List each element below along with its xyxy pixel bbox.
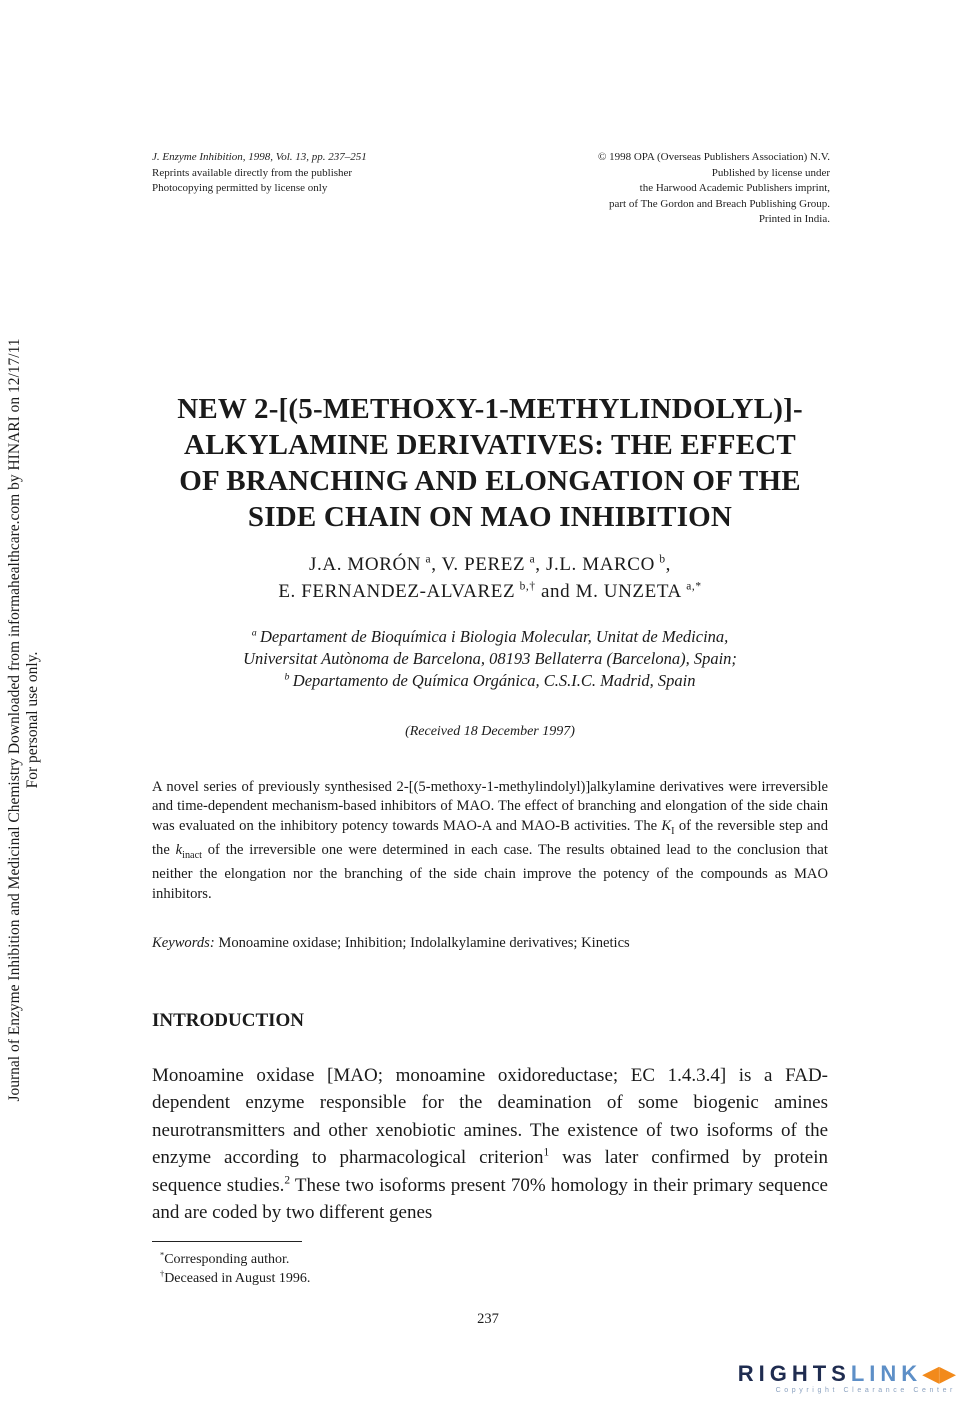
affil-mark: a — [251, 627, 257, 639]
author-affil-mark: a,* — [686, 580, 702, 593]
footnotes — [152, 1251, 310, 1288]
affil-mark: b — [284, 671, 290, 683]
abstract-text: of the reversible step and the — [152, 817, 828, 859]
author-conjunction: and — [540, 581, 571, 602]
title-line: ALKYLAMINE DERIVATIVES: THE EFFECT — [184, 429, 796, 461]
kinact-subscript: inact — [182, 850, 202, 862]
photocopying-line: Photocopying permitted by license only — [152, 182, 328, 194]
received-date: (Received 18 December 1997) — [405, 724, 575, 739]
journal-citation — [152, 150, 367, 197]
rightslink-tagline: Copyright Clearance Center — [775, 1387, 956, 1394]
section-heading: INTRODUCTION — [152, 1010, 305, 1031]
rightslink-word-light: LINK — [850, 1361, 923, 1386]
citation-line: J. Enzyme Inhibition, 1998, Vol. 13, pp. 237–251 — [152, 151, 367, 163]
title-line: OF BRANCHING AND ELONGATION OF THE — [179, 465, 801, 497]
intro-text: These two isoforms present 70% homology in their primary sequence and are coded by two different genes — [152, 1174, 828, 1224]
keywords-label: Keywords: — [152, 935, 215, 951]
intro-text: Monoamine oxidase [MAO; monoamine oxidoreductase; EC 1.4.3.4] is a FAD-dependent enzyme responsible for the deamination of some biogenic amines neurotransmitters and other xenobiotic amines. The existence of two isoforms of the enzyme according to pharmacological criterion — [152, 1065, 828, 1169]
rightslink-word-dark: RIGHTS — [737, 1361, 851, 1386]
kinact-symbol: k — [175, 842, 183, 859]
author-name: J.A. MORÓN — [309, 554, 422, 575]
affiliation-text: Departamento de Química Orgánica, C.S.I.C. Madrid, Spain — [292, 671, 696, 690]
author-name: E. FERNANDEZ-ALVAREZ — [278, 581, 516, 602]
watermark-line-2: For personal use only. — [24, 651, 41, 789]
abstract — [152, 778, 828, 904]
reprints-line: Reprints available directly from the publisher — [152, 166, 353, 179]
reference-mark: 2 — [284, 1174, 291, 1187]
keywords — [152, 933, 828, 953]
affiliations — [100, 626, 880, 692]
ki-subscript: I — [671, 825, 675, 837]
intro-text: was later confirmed by protein sequence studies. — [152, 1147, 829, 1196]
author-name: V. PEREZ — [441, 554, 526, 575]
reference-mark: 1 — [543, 1146, 550, 1159]
footnote-mark: † — [160, 1268, 165, 1278]
abstract-text: A novel series of previously synthesised 2-[(5-methoxy-1-methylindolyl)]alkylamine derivatives were irreversible and time-dependent mechanism-based inhibitors of MAO. The effect of branching and elongation of the side chain was evaluated on the inhibitory potency towards MAO-A and MAO-B activities. The — [152, 779, 828, 834]
license-line: Published by license under — [711, 166, 830, 179]
author-name: M. UNZETA — [575, 581, 682, 602]
keywords-text: Monoamine oxidase; Inhibition; Indolalkylamine derivatives; Kinetics — [218, 935, 630, 951]
watermark-line-1: Journal of Enzyme Inhibition and Medicinal Chemistry Downloaded from informahealthcare.com by HINARI on 12/17/11 — [6, 338, 23, 1102]
author-affil-mark: a — [529, 553, 536, 566]
abstract-text: of the irreversible one were determined in each case. The results obtained lead to the conclusion that neither the elongation nor the branching of the side chain improve the potency of the compounds as MAO inhibitors. — [152, 842, 828, 902]
author-affil-mark: b — [659, 553, 666, 566]
copyright-notice — [598, 150, 830, 228]
footnote-text: Deceased in August 1996. — [164, 1270, 311, 1286]
footnote-mark: * — [160, 1250, 165, 1260]
publisher-group-line: part of The Gordon and Breach Publishing Group. — [609, 197, 830, 210]
rightslink-logo[interactable] — [716, 1363, 956, 1394]
introduction-paragraph — [152, 1062, 828, 1226]
title-line: SIDE CHAIN ON MAO INHIBITION — [247, 501, 733, 533]
author-list: J.A. MORÓN $^a$, V. PEREZ $^a$, J.L. MARCO $^b$, E. FERNANDEZ-ALVAREZ $^{b,\dagger}$ and M. UNZETA $^{a,*}$ — [278, 553, 702, 602]
title-line: NEW 2-[(5-METHOXY-1-METHYLINDOLYL)]- — [177, 393, 803, 425]
imprint-line: the Harwood Academic Publishers imprint, — [639, 182, 830, 194]
affiliation-text: Universitat Autònoma de Barcelona, 08193 Bellaterra (Barcelona), Spain; — [243, 649, 737, 668]
affiliation-text: Departament de Bioquímica i Biologia Molecular, Unitat de Medicina, — [259, 627, 729, 646]
paper-title — [100, 391, 880, 535]
author-affil-mark: b,† — [519, 580, 536, 593]
printed-line: Printed in India. — [758, 213, 830, 225]
footnote-rule — [152, 1241, 302, 1242]
author-affil-mark: a — [425, 553, 432, 566]
page-number: 237 — [477, 1311, 499, 1327]
copyright-line: © 1998 OPA (Overseas Publishers Association) N.V. — [597, 151, 830, 163]
footnote-text: Corresponding author. — [164, 1252, 290, 1267]
rightslink-arrows-icon: ◀▶ — [922, 1361, 956, 1386]
author-name: J.L. MARCO — [545, 554, 655, 575]
download-watermark — [2, 300, 46, 1140]
ki-symbol: K — [661, 817, 672, 834]
